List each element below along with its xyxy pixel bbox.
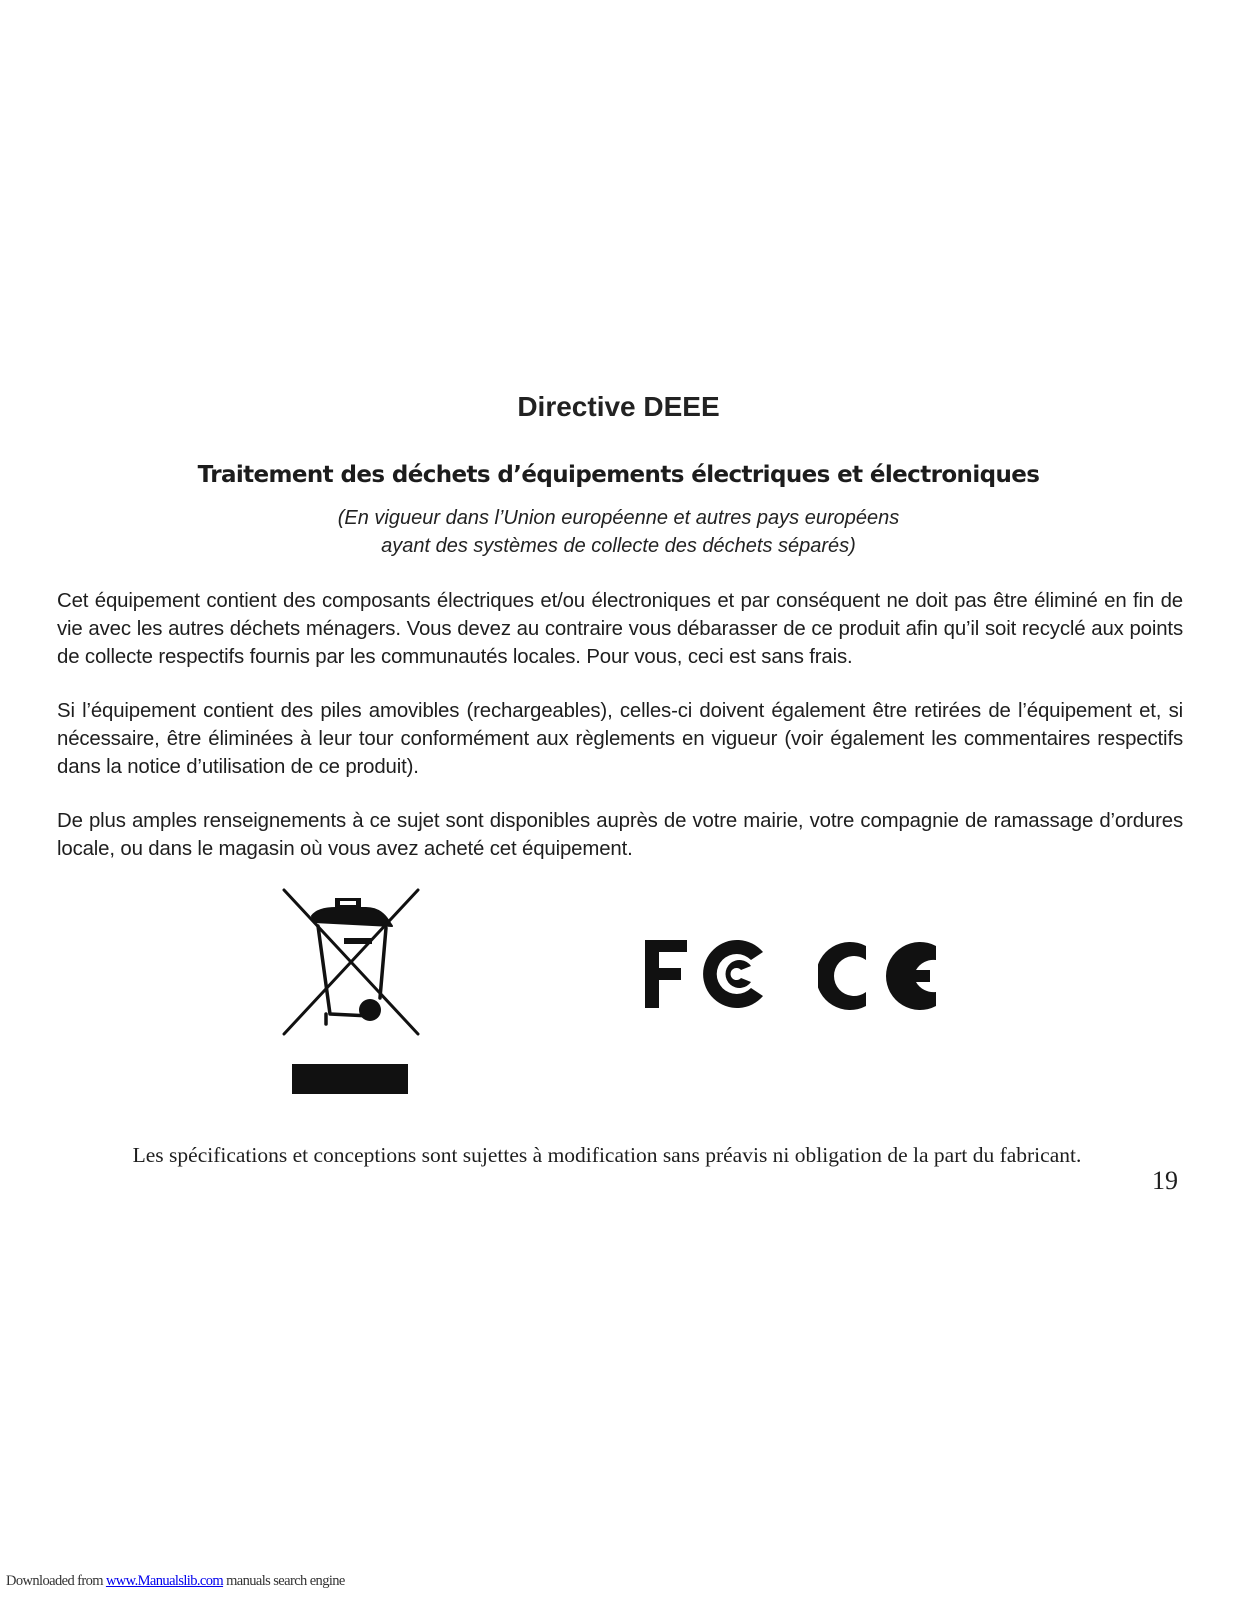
scope-note xyxy=(0,504,1237,560)
scope-note-line-2: ayant des systèmes de collecte des déchets séparés) xyxy=(381,535,856,557)
manualslib-link[interactable]: www.Manualslib.com xyxy=(105,1573,224,1589)
ce-mark-logo xyxy=(818,938,938,1014)
paragraph-disposal: Cet équipement contient des composants électriques et/ou électroniques et par conséquent ne doit pas être éliminé en fin de vie avec les autres déchets ménagers. Vous devez au contraire vous débarasser de ce produit afin qu’il soit recyclé aux points de collecte respectifs fournis par les communautés locales. Pour vous, ceci est sans frais. xyxy=(57,590,1183,668)
download-source-line xyxy=(6,1572,345,1590)
scope-note-line-1: (En vigueur dans l’Union européenne et autres pays européens xyxy=(337,507,900,529)
download-prefix: Downloaded from xyxy=(6,1573,106,1589)
specifications-disclaimer: Les spécifications et conceptions sont sujettes à modification sans préavis ni obligation de la part du fabricant. xyxy=(132,1143,1082,1167)
page-title: Directive DEEE xyxy=(517,391,720,422)
paragraph-more-info: De plus amples renseignements à ce sujet sont disponibles auprès de votre mairie, votre compagnie de ramassage d’ordures locale, ou dans le magasin où vous avez acheté cet équipement. xyxy=(57,810,1183,860)
fcc-logo xyxy=(643,936,771,1012)
crossed-out-wheelie-bin-icon xyxy=(280,886,422,1098)
download-suffix: manuals search engine xyxy=(223,1573,345,1589)
section-subtitle: Traitement des déchets d’équipements électriques et électroniques xyxy=(197,462,1040,488)
paragraph-batteries: Si l’équipement contient des piles amovibles (rechargeables), celles-ci doivent également être retirées de l’équipement et, si nécessaire, être éliminées à leur tour conformément aux règlements en vigueur (voir également les commentaires respectifs dans la notice d’utilisation de ce produit). xyxy=(57,700,1183,778)
page-number: 19 xyxy=(1152,1166,1178,1195)
